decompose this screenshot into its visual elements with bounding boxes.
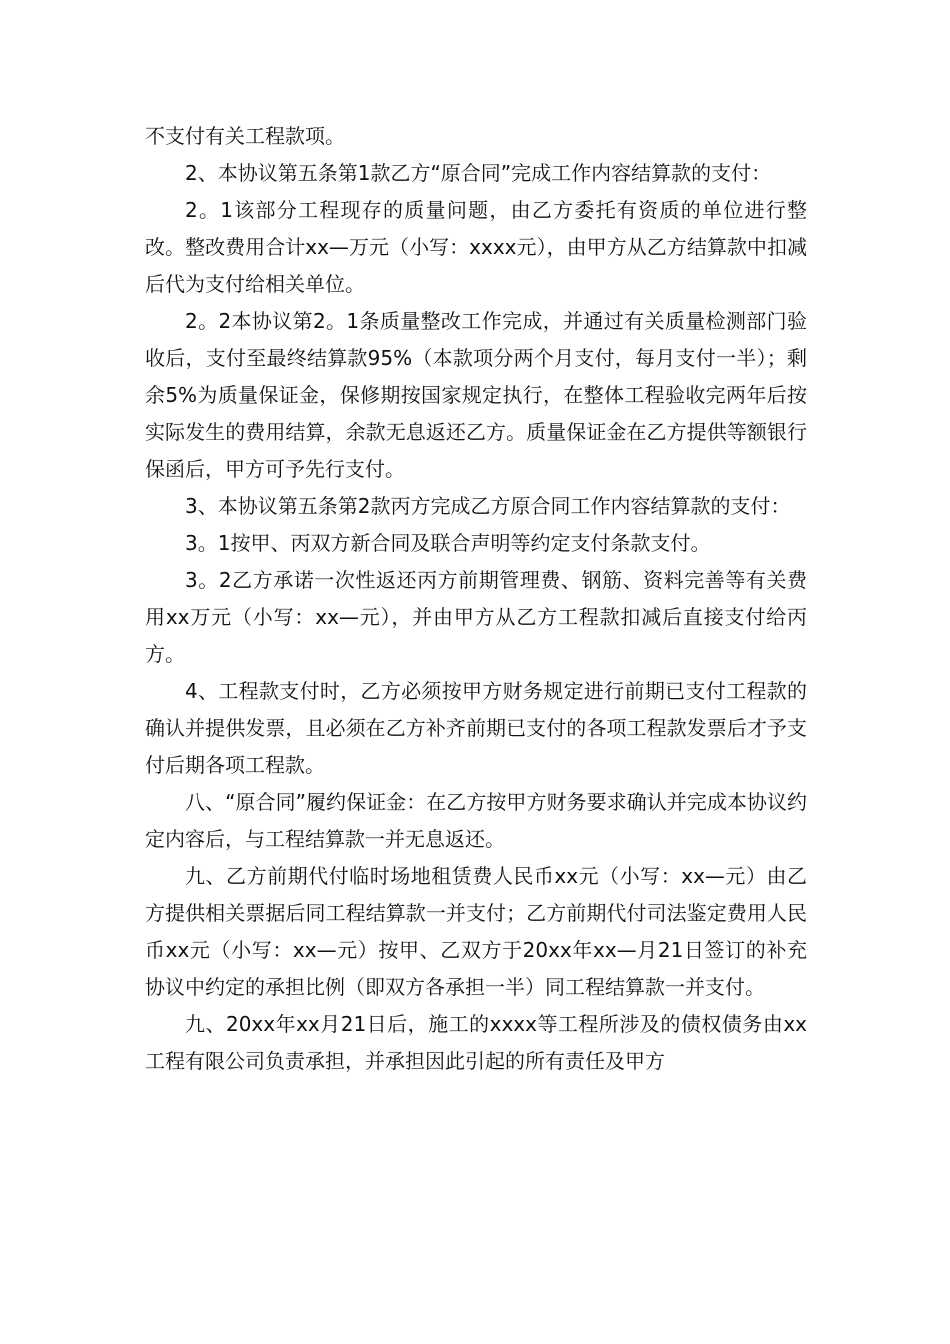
paragraph-9a: 九、乙方前期代付临时场地租赁费人民币xx元（小写：xx—元）由乙方提供相关票据后同工程结算款一并支付；乙方前期代付司法鉴定费用人民币xx元（小写：xx—元）按甲、乙双方于20xx年xx—月21日签订的补充协议中约定的承担比例（即双方各承担一半）同工程结算款一并支付。	[145, 864, 807, 999]
paragraph-2: 2、本协议第五条第1款乙方“原合同”完成工作内容结算款的支付：	[185, 161, 772, 185]
paragraph-2-1: 2。1该部分工程现存的质量问题，由乙方委托有资质的单位进行整改。整改费用合计xx—万元（小写：xxxx元），由甲方从乙方结算款中扣减后代为支付给相关单位。	[145, 198, 807, 296]
document-body	[145, 118, 807, 1080]
paragraph-9b: 九、20xx年xx月21日后，施工的xxxx等工程所涉及的债权债务由xx工程有限公司负责承担，并承担因此引起的所有责任及甲方	[145, 1012, 807, 1073]
paragraph-3-2: 3。2乙方承诺一次性返还丙方前期管理费、钢筋、资料完善等有关费用xx万元（小写：xx—元），并由甲方从乙方工程款扣减后直接支付给丙方。	[145, 568, 807, 666]
paragraph-3-1: 3。1按甲、丙双方新合同及联合声明等约定支付条款支付。	[185, 531, 711, 555]
paragraph-continuation: 不支付有关工程款项。	[145, 124, 345, 148]
paragraph-4: 4、工程款支付时，乙方必须按甲方财务规定进行前期已支付工程款的确认并提供发票，且必须在乙方补齐前期已支付的各项工程款发票后才予支付后期各项工程款。	[145, 679, 807, 777]
paragraph-3: 3、本协议第五条第2款丙方完成乙方原合同工作内容结算款的支付：	[185, 494, 791, 518]
paragraph-8: 八、“原合同”履约保证金：在乙方按甲方财务要求确认并完成本协议约定内容后，与工程结算款一并无息返还。	[145, 790, 807, 851]
paragraph-2-2: 2。2本协议第2。1条质量整改工作完成，并通过有关质量检测部门验收后，支付至最终结算款95%（本款项分两个月支付，每月支付一半）；剩余5%为质量保证金，保修期按国家规定执行，在整体工程验收完两年后按实际发生的费用结算，余款无息返还乙方。质量保证金在乙方提供等额银行保函后，甲方可予先行支付。	[145, 309, 807, 481]
